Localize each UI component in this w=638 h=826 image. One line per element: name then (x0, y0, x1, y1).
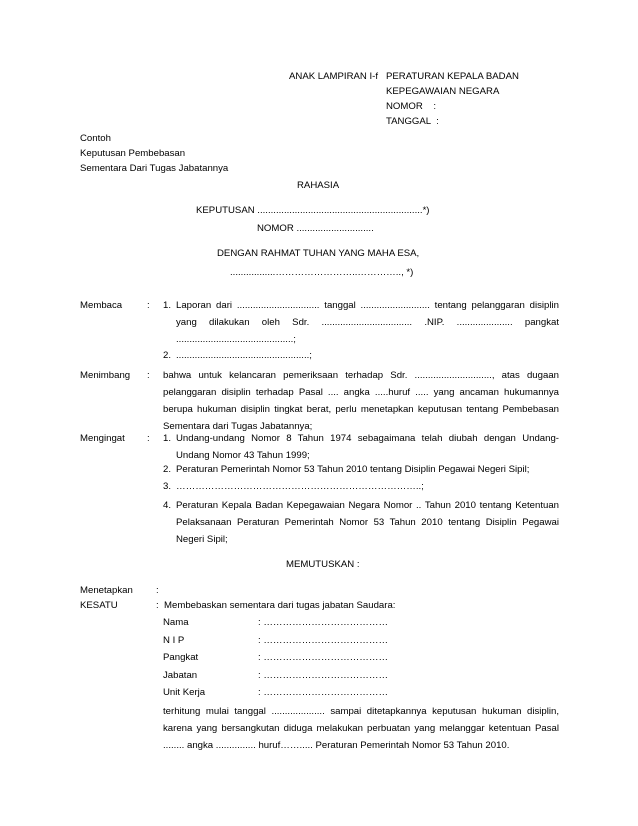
memutuskan-heading: MEMUTUSKAN : (286, 559, 360, 570)
mengingat-item3-num: 3. (163, 481, 172, 492)
regulation-tanggal: TANGGAL : (386, 116, 439, 127)
field-pangkat-value: : ………………………………… (258, 652, 389, 663)
membaca-item1-text: Laporan dari ............................... tanggal .......................... tentang pelanggaran disiplin yang dilakukan oleh Sdr. .................................. .NIP. ..................... pangkat ............................................; (176, 300, 559, 345)
kesatu-text: Membebaskan sementara dari tugas jabatan Saudara: (164, 600, 396, 611)
field-unit-kerja-value: : ………………………………… (258, 687, 389, 698)
contoh-label: Contoh (80, 133, 111, 144)
kesatu-closing: terhitung mulai tanggal .................... sampai ditetapkannya keputusan hukuman disiplin, karena yang bersangkutan diduga melakukan perbuatan yang melanggar ketentuan Pasal ........ angka ............... huruf……..... Peraturan Pemerintah Nomor 53 Tahun 2010. (163, 706, 559, 751)
mengingat-item1-text: Undang-undang Nomor 8 Tahun 1974 sebagaimana telah diubah dengan Undang-Undang Nomor 43 Tahun 1999; (176, 433, 559, 461)
membaca-label: Membaca (80, 300, 123, 311)
menimbang-text: bahwa untuk kelancaran pemeriksaan terhadap Sdr. ............................., atas dugaan pelanggaran disiplin terhadap Pasal .... angka .....huruf ..... yang ancaman hukumannya berupa hukuman disiplin tingkat berat, perlu menetapkan keputusan tentang Pembebasan Sementara dari Tugas Jabatannya; (163, 370, 559, 432)
field-jabatan-label: Jabatan (163, 670, 198, 681)
regulation-title-line1: PERATURAN KEPALA BADAN (386, 71, 519, 82)
decree-nomor: NOMOR ............................. (257, 223, 374, 234)
mengingat-label: Mengingat (80, 433, 125, 444)
decree-official: .................……………………..………….., *) (230, 267, 414, 278)
subject-line1: Keputusan Pembebasan (80, 148, 186, 159)
field-nama-label: Nama (163, 617, 189, 628)
field-unit-kerja-label: Unit Kerja (163, 687, 206, 698)
mengingat-colon: : (147, 433, 150, 444)
regulation-title-line2: KEPEGAWAIAN NEGARA (386, 86, 500, 97)
menimbang-colon: : (147, 370, 150, 381)
mengingat-item2-num: 2. (163, 464, 172, 475)
membaca-colon: : (147, 300, 150, 311)
field-nip-label: N I P (163, 635, 185, 646)
decree-rahmat: DENGAN RAHMAT TUHAN YANG MAHA ESA, (217, 248, 420, 259)
field-nip-value: : ………………………………… (258, 635, 389, 646)
decree-keputusan: KEPUTUSAN ..............................................................*) (196, 205, 430, 216)
kesatu-colon: : (156, 600, 159, 611)
mengingat-item1-num: 1. (163, 433, 172, 444)
regulation-nomor: NOMOR : (386, 101, 437, 112)
lampiran-label: ANAK LAMPIRAN I-f (289, 71, 379, 82)
field-nama-value: : ………………………………… (258, 617, 389, 628)
membaca-item2-num: 2. (163, 350, 172, 361)
menetapkan-label: Menetapkan (80, 585, 133, 596)
field-pangkat-label: Pangkat (163, 652, 199, 663)
classification-label: RAHASIA (297, 180, 340, 191)
membaca-item2-text: ..................................................; (176, 350, 312, 361)
mengingat-item3-text: …………………………………………………………………..; (176, 481, 424, 492)
mengingat-item2-text: Peraturan Pemerintah Nomor 53 Tahun 2010 tentang Disiplin Pegawai Negeri Sipil; (176, 464, 530, 475)
mengingat-item4-num: 4. (163, 500, 172, 511)
field-jabatan-value: : ………………………………… (258, 670, 389, 681)
menimbang-label: Menimbang (80, 370, 131, 381)
membaca-item1-num: 1. (163, 300, 172, 311)
menetapkan-colon: : (156, 585, 159, 596)
subject-line2: Sementara Dari Tugas Jabatannya (80, 163, 229, 174)
kesatu-label: KESATU (80, 600, 118, 611)
mengingat-item4-text: Peraturan Kepala Badan Kepegawaian Negara Nomor .. Tahun 2010 tentang Ketentuan Pelaksanaan Peraturan Pemerintah Nomor 53 Tahun 2010 tentang Disiplin Pegawai Negeri Sipil; (176, 500, 559, 545)
